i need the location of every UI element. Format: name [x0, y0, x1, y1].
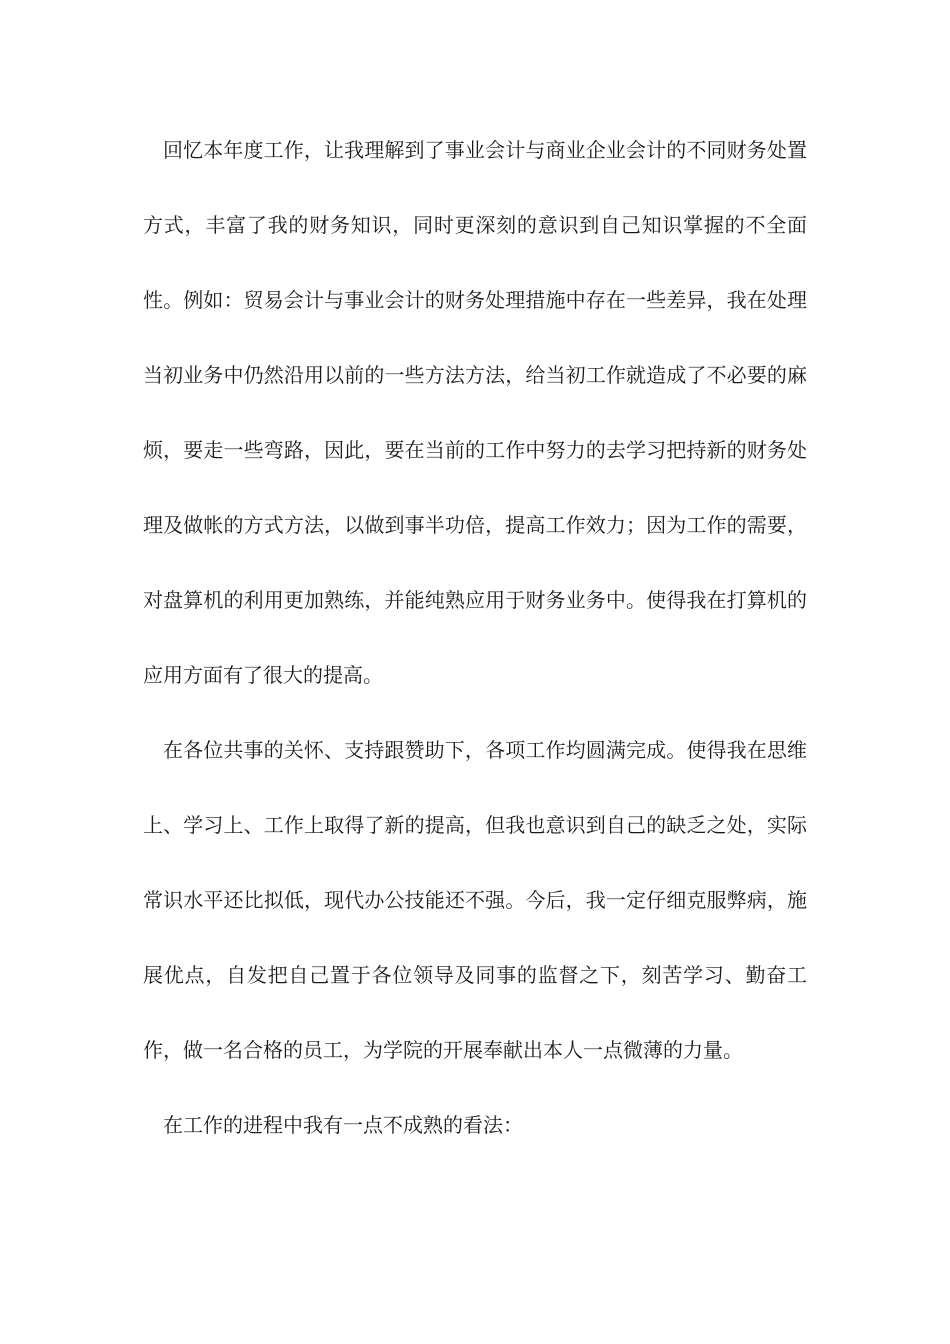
paragraph-3: 在工作的进程中我有一点不成熟的看法：: [163, 1113, 523, 1137]
document-body: [143, 113, 807, 1163]
paragraph-2: 在各位共事的关怀、支持跟赞助下，各项工作均圆满完成。使得我在思维上、学习上、工作上取得了新的提高，但我也意识到自己的缺乏之处，实际常识水平还比拟低，现代办公技能还不强。今后，我一定仔细克服弊病，施展优点，自发把自己置于各位领导及同事的监督之下，刻苦学习、勤奋工作，做一名合格的员工，为学院的开展奉献出本人一点微薄的力量。: [143, 738, 807, 1062]
paragraph-1: 回忆本年度工作，让我理解到了事业会计与商业企业会计的不同财务处置方式，丰富了我的财务知识，同时更深刻的意识到自己知识掌握的不全面性。例如：贸易会计与事业会计的财务处理措施中存在一些差异，我在处理当初业务中仍然沿用以前的一些方法方法，给当初工作就造成了不必要的麻烦，要走一些弯路，因此，要在当前的工作中努力的去学习把持新的财务处理及做帐的方式方法，以做到事半功倍，提高工作效力；因为工作的需要，对盘算机的利用更加熟练，并能纯熟应用于财务业务中。使得我在打算机的应用方面有了很大的提高。: [143, 138, 807, 687]
